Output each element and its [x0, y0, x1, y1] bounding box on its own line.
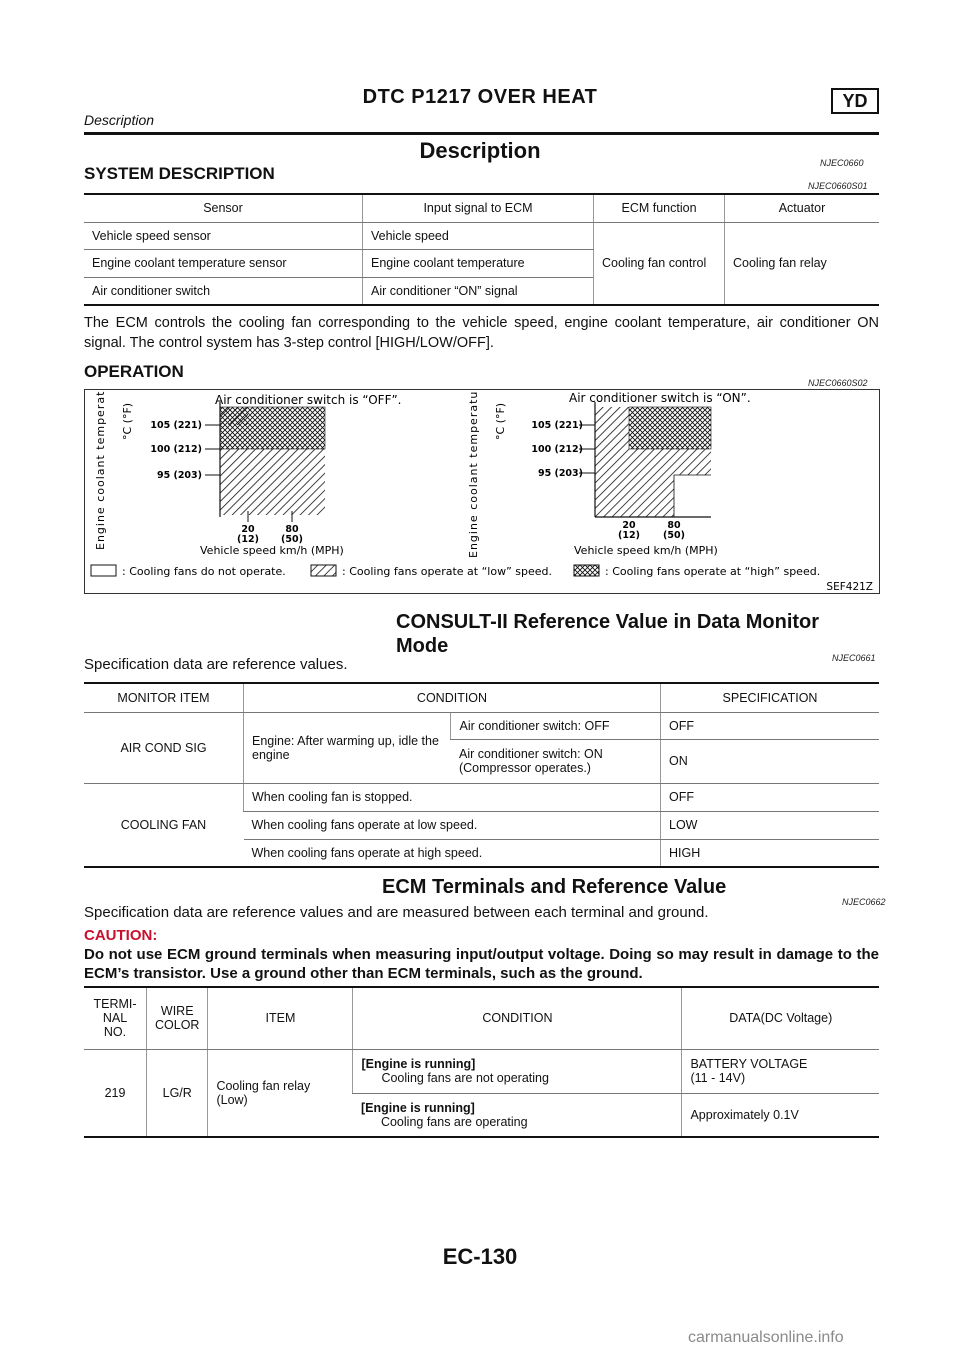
system-description-ref: NJEC0660S01	[808, 181, 868, 191]
consult-heading	[396, 610, 819, 658]
specification-cell: HIGH	[661, 839, 880, 867]
specification-cell: ON	[661, 739, 880, 783]
condition-cell: When cooling fan is stopped.	[244, 783, 661, 811]
header-rule	[84, 132, 879, 135]
column-header: ECM function	[594, 194, 725, 222]
column-header: CONDITION	[353, 987, 682, 1049]
condition-title: [Engine is running]	[360, 1100, 475, 1115]
column-header: MONITOR ITEM	[84, 683, 244, 712]
left-ylabel: Engine coolant temperature	[94, 390, 107, 550]
right-x-tick-label: (12)	[618, 530, 640, 541]
specification-cell: OFF	[661, 783, 880, 811]
legend-swatch-high	[574, 565, 599, 576]
monitor-item-cell: AIR COND SIG	[84, 712, 244, 783]
condition-cell	[353, 1049, 682, 1093]
legend-high-label: : Cooling fans operate at “high” speed.	[605, 565, 821, 578]
legend-swatch-off	[91, 565, 116, 576]
operation-figure	[84, 389, 880, 594]
right-yunit: °C (°F)	[494, 402, 507, 440]
signal-cell: Air conditioner “ON” signal	[363, 277, 594, 305]
table-row	[84, 222, 879, 249]
table-header-row	[84, 194, 879, 222]
system-description-table	[84, 193, 879, 306]
right-y-tick-label: 105 (221)	[531, 420, 583, 431]
specification-cell: LOW	[661, 811, 880, 839]
monitor-item-cell: COOLING FAN	[84, 783, 244, 867]
consult-heading-line1: CONSULT-II Reference Value in Data Monitor	[396, 611, 820, 633]
left-x-tick-label: (50)	[281, 534, 303, 545]
legend-swatch-low	[311, 565, 336, 576]
data-cell: Approximately 0.1V	[682, 1093, 879, 1137]
header-line: WIRE	[160, 1004, 194, 1019]
sensor-cell: Vehicle speed sensor	[84, 222, 363, 249]
header-line: COLOR	[155, 1018, 200, 1033]
column-header: Sensor	[84, 194, 363, 222]
table-row	[84, 783, 879, 811]
sub-condition-cell	[451, 739, 661, 783]
table-row	[84, 1049, 879, 1093]
sub-condition-cell: Air conditioner switch: OFF	[451, 712, 661, 739]
left-yunit: °C (°F)	[121, 402, 134, 440]
signal-cell: Engine coolant temperature	[363, 249, 594, 277]
column-header: ITEM	[208, 987, 353, 1049]
page-subtitle: Description	[84, 112, 155, 128]
left-x-tick-label: 80	[285, 524, 299, 535]
ecm-terminal-table	[84, 986, 879, 1138]
column-header: SPECIFICATION	[661, 683, 880, 712]
sub-condition-line: Air conditioner switch: ON	[458, 747, 603, 761]
right-y-tick-label: 100 (212)	[531, 444, 583, 455]
description-heading: Description	[419, 138, 541, 163]
condition-cell: When cooling fans operate at low speed.	[244, 811, 661, 839]
column-header-wire	[147, 987, 208, 1049]
column-header: Actuator	[725, 194, 880, 222]
column-header: CONDITION	[244, 683, 661, 712]
left-xlabel: Vehicle speed km/h (MPH)	[200, 544, 344, 557]
function-cell: Cooling fan control	[594, 222, 725, 305]
left-x-tick-label: (12)	[237, 534, 259, 545]
ecm-note: Specification data are reference values and are measured between each terminal and ground.	[84, 904, 709, 921]
caution-text: Do not use ECM ground terminals when measuring input/output voltage. Doing so may result in damage to the ECM’s transistor. Use a ground other than ECM terminals, such as the ground.	[84, 946, 879, 982]
figure-code: SEF421Z	[826, 581, 873, 593]
condition-cell: When cooling fans operate at high speed.	[244, 839, 661, 867]
left-title: Air conditioner switch is “OFF”.	[215, 393, 402, 407]
table-row	[84, 712, 879, 739]
legend-off-label: : Cooling fans do not operate.	[122, 565, 286, 578]
left-y-tick-label: 100 (212)	[150, 444, 202, 455]
header-line: NO.	[103, 1025, 127, 1040]
consult-reference-table	[84, 682, 879, 868]
column-header: Input signal to ECM	[363, 194, 594, 222]
operation-ref: NJEC0660S02	[808, 378, 868, 388]
specification-cell: OFF	[661, 712, 880, 739]
sub-condition-line: (Compressor operates.)	[458, 761, 591, 775]
sensor-cell: Air conditioner switch	[84, 277, 363, 305]
data-line: BATTERY VOLTAGE	[690, 1057, 808, 1071]
column-header-terminal	[84, 987, 147, 1049]
actuator-cell: Cooling fan relay	[725, 222, 880, 305]
column-header: DATA(DC Voltage)	[682, 987, 879, 1049]
condition-cell: Engine: After warming up, idle the engine	[244, 712, 451, 783]
right-high-speed-region	[629, 407, 711, 449]
right-xlabel: Vehicle speed km/h (MPH)	[574, 544, 718, 557]
consult-note: Specification data are reference values.	[84, 656, 348, 673]
consult-ref: NJEC0661	[832, 653, 876, 663]
condition-cell	[353, 1093, 682, 1137]
right-title: Air conditioner switch is “ON”.	[569, 391, 751, 405]
header-line: NAL	[102, 1011, 128, 1026]
watermark: carmanualsonline.info	[688, 1329, 844, 1346]
header-line: TERMI-	[93, 997, 137, 1012]
ecm-heading: ECM Terminals and Reference Value	[382, 876, 727, 898]
right-x-tick-label: (50)	[663, 530, 685, 541]
control-description-paragraph: The ECM controls the cooling fan corresponding to the vehicle speed, engine coolant temperature, air conditioner ON signal. The control system has 3-step control [HIGH/LOW/OFF].	[84, 315, 879, 351]
condition-text: Cooling fans are operating	[380, 1114, 528, 1129]
engine-badge: YD	[831, 88, 879, 114]
legend-low-label: : Cooling fans operate at “low” speed.	[342, 565, 552, 578]
terminal-number-cell: 219	[84, 1049, 147, 1137]
page-title: DTC P1217 OVER HEAT	[362, 86, 598, 108]
right-x-tick-label: 20	[622, 520, 636, 531]
consult-heading-line2: Mode	[396, 635, 449, 657]
item-cell: Cooling fan relay (Low)	[208, 1049, 353, 1137]
caution-label: CAUTION:	[84, 927, 158, 944]
right-ylabel: Engine coolant temperature	[467, 390, 480, 558]
sensor-cell: Engine coolant temperature sensor	[84, 249, 363, 277]
left-x-tick-label: 20	[241, 524, 255, 535]
table-header-row	[84, 987, 879, 1049]
operation-heading: OPERATION	[84, 362, 184, 381]
right-y-tick-label: 95 (203)	[537, 468, 583, 479]
signal-cell: Vehicle speed	[363, 222, 594, 249]
right-no-operation-region	[674, 475, 714, 518]
data-line: (11 - 14V)	[690, 1071, 746, 1085]
condition-text: Cooling fans are not operating	[381, 1071, 549, 1085]
left-low-speed-corner	[220, 407, 248, 425]
data-cell	[682, 1049, 879, 1093]
right-x-tick-label: 80	[667, 520, 681, 531]
left-y-tick-label: 105 (221)	[150, 420, 202, 431]
ecm-ref: NJEC0662	[842, 897, 886, 907]
cooling-fan-operation-diagram	[85, 390, 879, 593]
condition-title: [Engine is running]	[361, 1057, 476, 1071]
left-y-tick-label: 95 (203)	[156, 470, 202, 481]
table-header-row	[84, 683, 879, 712]
system-description-heading: SYSTEM DESCRIPTION	[84, 164, 275, 183]
page-number: EC-130	[442, 1244, 518, 1269]
wire-color-cell: LG/R	[147, 1049, 208, 1137]
description-ref: NJEC0660	[820, 158, 864, 168]
